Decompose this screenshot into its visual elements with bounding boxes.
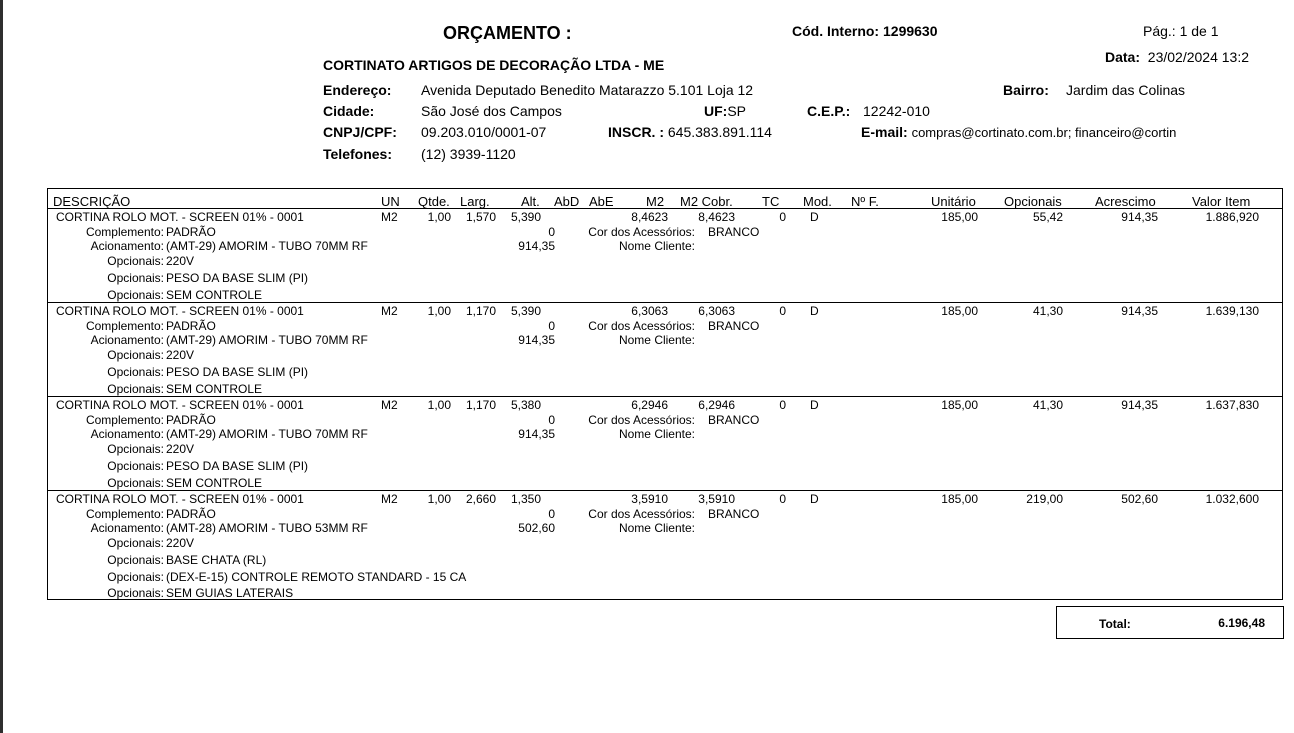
date-value: 23/02/2024 13:2 [1147,49,1250,65]
item-unitario: 185,00 [941,398,978,412]
item-unitario: 185,00 [941,492,978,506]
col-unitario: Unitário [931,194,976,209]
nome-cliente-label: Nome Cliente: [618,333,695,347]
date-label: Data: [1105,49,1141,65]
opcionais-value: 220V [166,348,195,362]
item-un: M2 [381,492,398,506]
zero-value: 0 [548,225,555,239]
telefones-value: (12) 3939-1120 [421,146,516,162]
opcionais-value: 220V [166,442,195,456]
opcionais-value: PESO DA BASE SLIM (PI) [166,365,309,379]
complemento-value: PADRÃO [166,507,216,521]
opcionais-label: Opcionais: [107,536,164,550]
endereco-label: Endereço: [323,82,392,98]
col-acrescimo: Acrescimo [1095,194,1156,209]
opcionais-value: PESO DA BASE SLIM (PI) [166,271,309,285]
acionamento-value: (AMT-29) AMORIM - TUBO 70MM RF [166,239,368,253]
item-unitario: 185,00 [941,304,978,318]
email-field [861,124,1176,140]
cnpj-value: 09.203.010/0001-07 [421,124,547,140]
item-mod: D [810,210,819,224]
col-un: UN [381,194,400,209]
email-label: E-mail: [861,124,908,140]
cor-acessorios-label: Cor dos Acessórios: [588,319,695,333]
cep-label: C.E.P.: [807,103,851,119]
acionamento-label: Acionamento: [90,239,164,253]
item-m2: 8,4623 [631,210,668,224]
nome-cliente-label: Nome Cliente: [618,427,695,441]
page-left-edge [0,0,3,733]
complemento-label: Complemento: [85,225,164,239]
opcionais-value: 220V [166,536,195,550]
opcionais-value: SEM CONTROLE [166,382,263,396]
item-descricao: CORTINA ROLO MOT. - SCREEN 01% - 0001 [56,210,304,224]
item-valor: 1.886,920 [1205,210,1259,224]
complemento-value: PADRÃO [166,319,216,333]
company-name: CORTINATO ARTIGOS DE DECORAÇÃO LTDA - ME [323,57,665,73]
inscr-value: 645.383.891.114 [667,124,772,140]
item-acrescimo: 914,35 [1121,210,1158,224]
opcionais-value: 220V [166,254,195,268]
item-descricao: CORTINA ROLO MOT. - SCREEN 01% - 0001 [56,398,304,412]
item-qtde: 1,00 [427,304,451,318]
col-larg: Larg. [460,194,490,209]
item-larg: 1,170 [465,398,496,412]
item-valor: 1.639,130 [1205,304,1259,318]
uf-label: UF: [704,103,728,119]
item-larg: 1,570 [465,210,496,224]
row-separator [47,396,1283,397]
item-unitario: 185,00 [941,210,978,224]
item-alt: 5,380 [510,398,541,412]
acionamento-value: (AMT-29) AMORIM - TUBO 70MM RF [166,427,368,441]
item-qtde: 1,00 [427,492,451,506]
item-qtde: 1,00 [427,398,451,412]
item-descricao: CORTINA ROLO MOT. - SCREEN 01% - 0001 [56,492,304,506]
opcionais-label: Opcionais: [107,586,164,600]
col-descricao: DESCRIÇÃO [53,194,131,209]
zero-value: 0 [548,507,555,521]
cod-interno-value: 1299630 [883,23,938,39]
opcionais-label: Opcionais: [107,382,164,396]
complemento-value: PADRÃO [166,413,216,427]
item-larg: 2,660 [465,492,496,506]
zero-value: 0 [548,319,555,333]
complemento-value: PADRÃO [166,225,216,239]
item-alt: 1,350 [510,492,541,506]
bairro-label: Bairro: [1003,82,1049,98]
item-m2-cobr: 6,2946 [698,398,735,412]
cidade-label: Cidade: [323,103,375,119]
complemento-label: Complemento: [85,319,164,333]
item-valor: 1.032,600 [1205,492,1259,506]
nome-cliente-label: Nome Cliente: [618,521,695,535]
opcionais-label: Opcionais: [107,442,164,456]
item-qtde: 1,00 [427,210,451,224]
acionamento-label: Acionamento: [90,333,164,347]
acionamento-value: (AMT-29) AMORIM - TUBO 70MM RF [166,333,368,347]
cor-acessorios-value: BRANCO [708,413,760,427]
item-tc: 0 [779,398,786,412]
cor-acessorios-value: BRANCO [708,225,760,239]
item-acrescimo: 914,35 [1121,304,1158,318]
opcionais-label: Opcionais: [107,271,164,285]
zero-value: 0 [548,413,555,427]
row-separator [47,490,1283,491]
inscr-field [608,124,772,140]
item-un: M2 [381,398,398,412]
cod-interno [792,23,938,39]
cnpj-label: CNPJ/CPF: [323,124,397,140]
col-abe: AbE [589,194,614,209]
item-un: M2 [381,210,398,224]
item-alt: 5,390 [510,210,541,224]
opcionais-label: Opcionais: [107,254,164,268]
item-acrescimo: 914,35 [1121,398,1158,412]
item-alt: 5,390 [510,304,541,318]
item-acrescimo: 502,60 [1121,492,1158,506]
col-valor-item: Valor Item [1192,194,1251,209]
opcionais-value: SEM CONTROLE [166,476,263,490]
cep-value: 12242-010 [863,103,930,119]
item-m2-cobr: 8,4623 [698,210,735,224]
cod-interno-label: Cód. Interno: [792,23,880,39]
opcionais-value: (DEX-E-15) CONTROLE REMOTO STANDARD - 15 CA [166,570,467,584]
item-m2: 6,3063 [631,304,668,318]
item-descricao: CORTINA ROLO MOT. - SCREEN 01% - 0001 [56,304,304,318]
endereco-value: Avenida Deputado Benedito Matarazzo 5.101 Loja 12 [421,82,754,98]
cor-acessorios-label: Cor dos Acessórios: [588,413,695,427]
telefones-label: Telefones: [323,146,392,162]
uf-field [704,103,746,119]
item-opcionais-valor: 55,42 [1032,210,1063,224]
opcionais-value: BASE CHATA (RL) [166,553,267,567]
col-m2-cobr: M2 Cobr. [680,194,733,209]
item-mod: D [810,304,819,318]
opcionais-label: Opcionais: [107,570,164,584]
complemento-label: Complemento: [85,507,164,521]
opcionais-label: Opcionais: [107,288,164,302]
col-qtde: Qtde. [418,194,450,209]
item-tc: 0 [779,304,786,318]
row-separator [47,302,1283,303]
acionamento-label: Acionamento: [90,427,164,441]
opcionais-label: Opcionais: [107,459,164,473]
nome-cliente-label: Nome Cliente: [618,239,695,253]
opcionais-value: SEM GUIAS LATERAIS [166,586,294,600]
total-label: Total: [1099,617,1131,631]
complemento-label: Complemento: [85,413,164,427]
col-abd: AbD [554,194,580,209]
item-m2-cobr: 3,5910 [698,492,735,506]
acionamento-price: 914,35 [518,239,555,253]
cor-acessorios-value: BRANCO [708,319,760,333]
item-mod: D [810,398,819,412]
item-m2: 6,2946 [631,398,668,412]
col-tc: TC [762,194,780,209]
item-m2-cobr: 6,3063 [698,304,735,318]
item-mod: D [810,492,819,506]
acionamento-value: (AMT-28) AMORIM - TUBO 53MM RF [166,521,368,535]
item-valor: 1.637,830 [1205,398,1259,412]
acionamento-label: Acionamento: [90,521,164,535]
total-value: 6.196,48 [1218,616,1265,630]
bairro-value: Jardim das Colinas [1066,82,1186,98]
col-alt: Alt. [521,194,540,209]
opcionais-label: Opcionais: [107,476,164,490]
inscr-label: INSCR. : [608,124,664,140]
item-un: M2 [381,304,398,318]
item-tc: 0 [779,492,786,506]
item-m2: 3,5910 [631,492,668,506]
col-opcionais: Opcionais [1004,194,1062,209]
cor-acessorios-value: BRANCO [708,507,760,521]
cidade-value: São José dos Campos [421,103,562,119]
col-nf: Nº F. [851,194,879,209]
opcionais-label: Opcionais: [107,365,164,379]
item-opcionais-valor: 41,30 [1032,398,1063,412]
document-title: ORÇAMENTO : [443,23,572,43]
cor-acessorios-label: Cor dos Acessórios: [588,507,695,521]
acionamento-price: 914,35 [518,333,555,347]
page-number: Pág.: 1 de 1 [1143,23,1219,39]
item-opcionais-valor: 219,00 [1026,492,1063,506]
col-m2: M2 [646,194,665,209]
opcionais-label: Opcionais: [107,553,164,567]
acionamento-price: 502,60 [518,521,555,535]
opcionais-value: PESO DA BASE SLIM (PI) [166,459,309,473]
item-tc: 0 [779,210,786,224]
opcionais-label: Opcionais: [107,348,164,362]
opcionais-value: SEM CONTROLE [166,288,263,302]
cor-acessorios-label: Cor dos Acessórios: [588,225,695,239]
email-value: compras@cortinato.com.br; financeiro@cortin [911,125,1177,140]
col-mod: Mod. [803,194,832,209]
date-field [1105,49,1249,65]
uf-value: SP [727,103,747,119]
item-opcionais-valor: 41,30 [1032,304,1063,318]
item-larg: 1,170 [465,304,496,318]
acionamento-price: 914,35 [518,427,555,441]
